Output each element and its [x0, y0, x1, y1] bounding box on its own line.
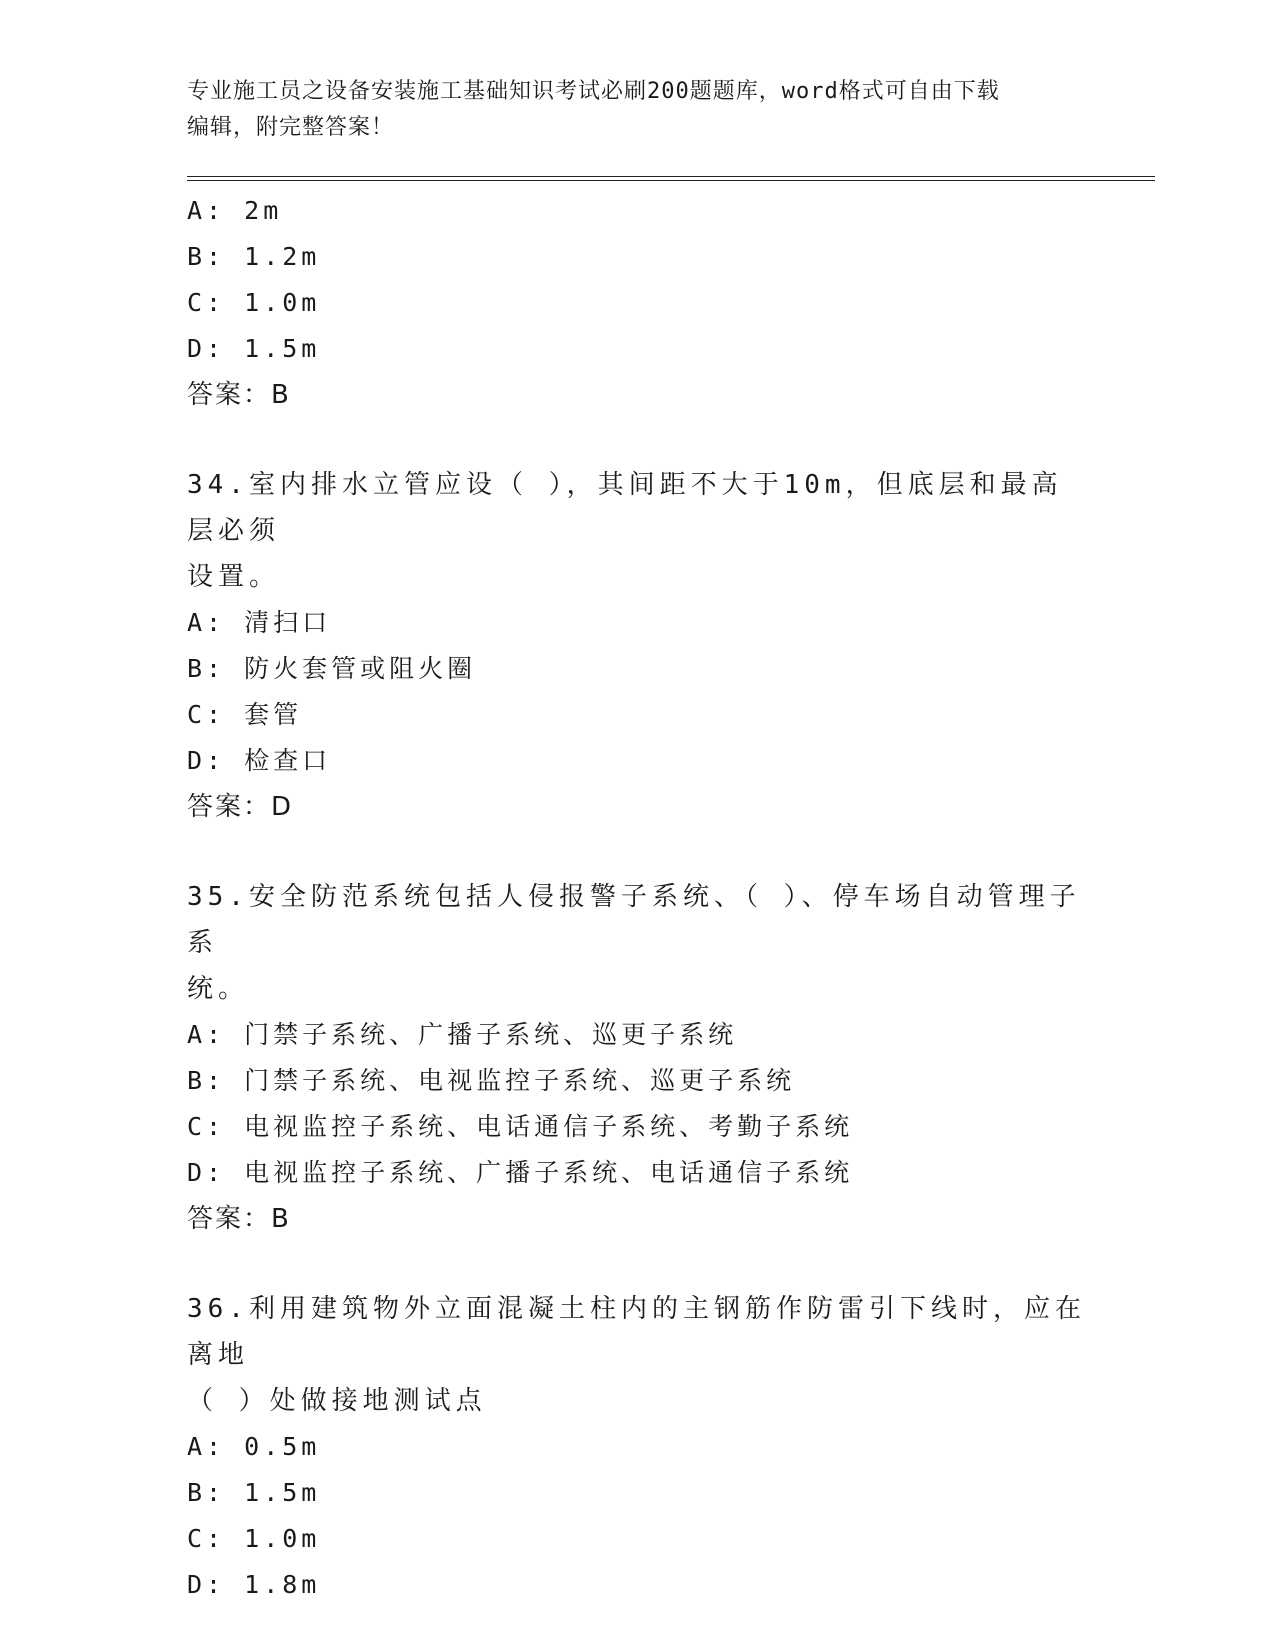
option-d: D: 检查口 — [187, 746, 332, 775]
option-b: B: 1.2m — [187, 242, 321, 271]
answer-line: 答案：B — [187, 1204, 291, 1234]
option-b: B: 防火套管或阻火圈 — [187, 654, 477, 683]
question-33-partial — [187, 188, 1087, 418]
option-d: D: 1.8m — [187, 1570, 321, 1599]
header-line-1: 专业施工员之设备安装施工基础知识考试必刷200题题库，word格式可自由下载 — [187, 79, 1000, 104]
question-list — [187, 188, 1087, 1608]
question-text-line-1: 35.安全防范系统包括人侵报警子系统、（ ）、停车场自动管理子系 — [187, 882, 1081, 958]
option-b: B: 门禁子系统、电视监控子系统、巡更子系统 — [187, 1066, 796, 1095]
question-text-line-1: 36.利用建筑物外立面混凝土柱内的主钢筋作防雷引下线时，应在离地 — [187, 1294, 1086, 1370]
option-b: B: 1.5m — [187, 1478, 321, 1507]
question-text-line-1: 34.室内排水立管应设（ ），其间距不大于10m，但底层和最高层必须 — [187, 470, 1063, 546]
option-a: A: 0.5m — [187, 1432, 321, 1461]
question-text-line-2: （ ）处做接地测试点 — [187, 1386, 487, 1416]
document-header — [187, 74, 1087, 146]
option-c: C: 1.0m — [187, 1524, 321, 1553]
option-d: D: 电视监控子系统、广播子系统、电话通信子系统 — [187, 1158, 854, 1187]
option-d: D: 1.5m — [187, 334, 321, 363]
question-36 — [187, 1286, 1087, 1608]
option-a: A: 2m — [187, 196, 283, 225]
option-a: A: 清扫口 — [187, 608, 332, 637]
question-text-line-2: 统。 — [187, 974, 250, 1004]
answer-line: 答案：D — [187, 792, 294, 822]
option-c: C: 电视监控子系统、电话通信子系统、考勤子系统 — [187, 1112, 854, 1141]
question-34 — [187, 462, 1087, 830]
answer-line: 答案：B — [187, 380, 291, 410]
header-line-2: 编辑，附完整答案！ — [187, 115, 395, 140]
question-35 — [187, 874, 1087, 1242]
option-c: C: 1.0m — [187, 288, 321, 317]
option-c: C: 套管 — [187, 700, 303, 729]
question-text-line-2: 设置。 — [187, 562, 281, 592]
option-a: A: 门禁子系统、广播子系统、巡更子系统 — [187, 1020, 738, 1049]
header-divider — [187, 176, 1155, 181]
